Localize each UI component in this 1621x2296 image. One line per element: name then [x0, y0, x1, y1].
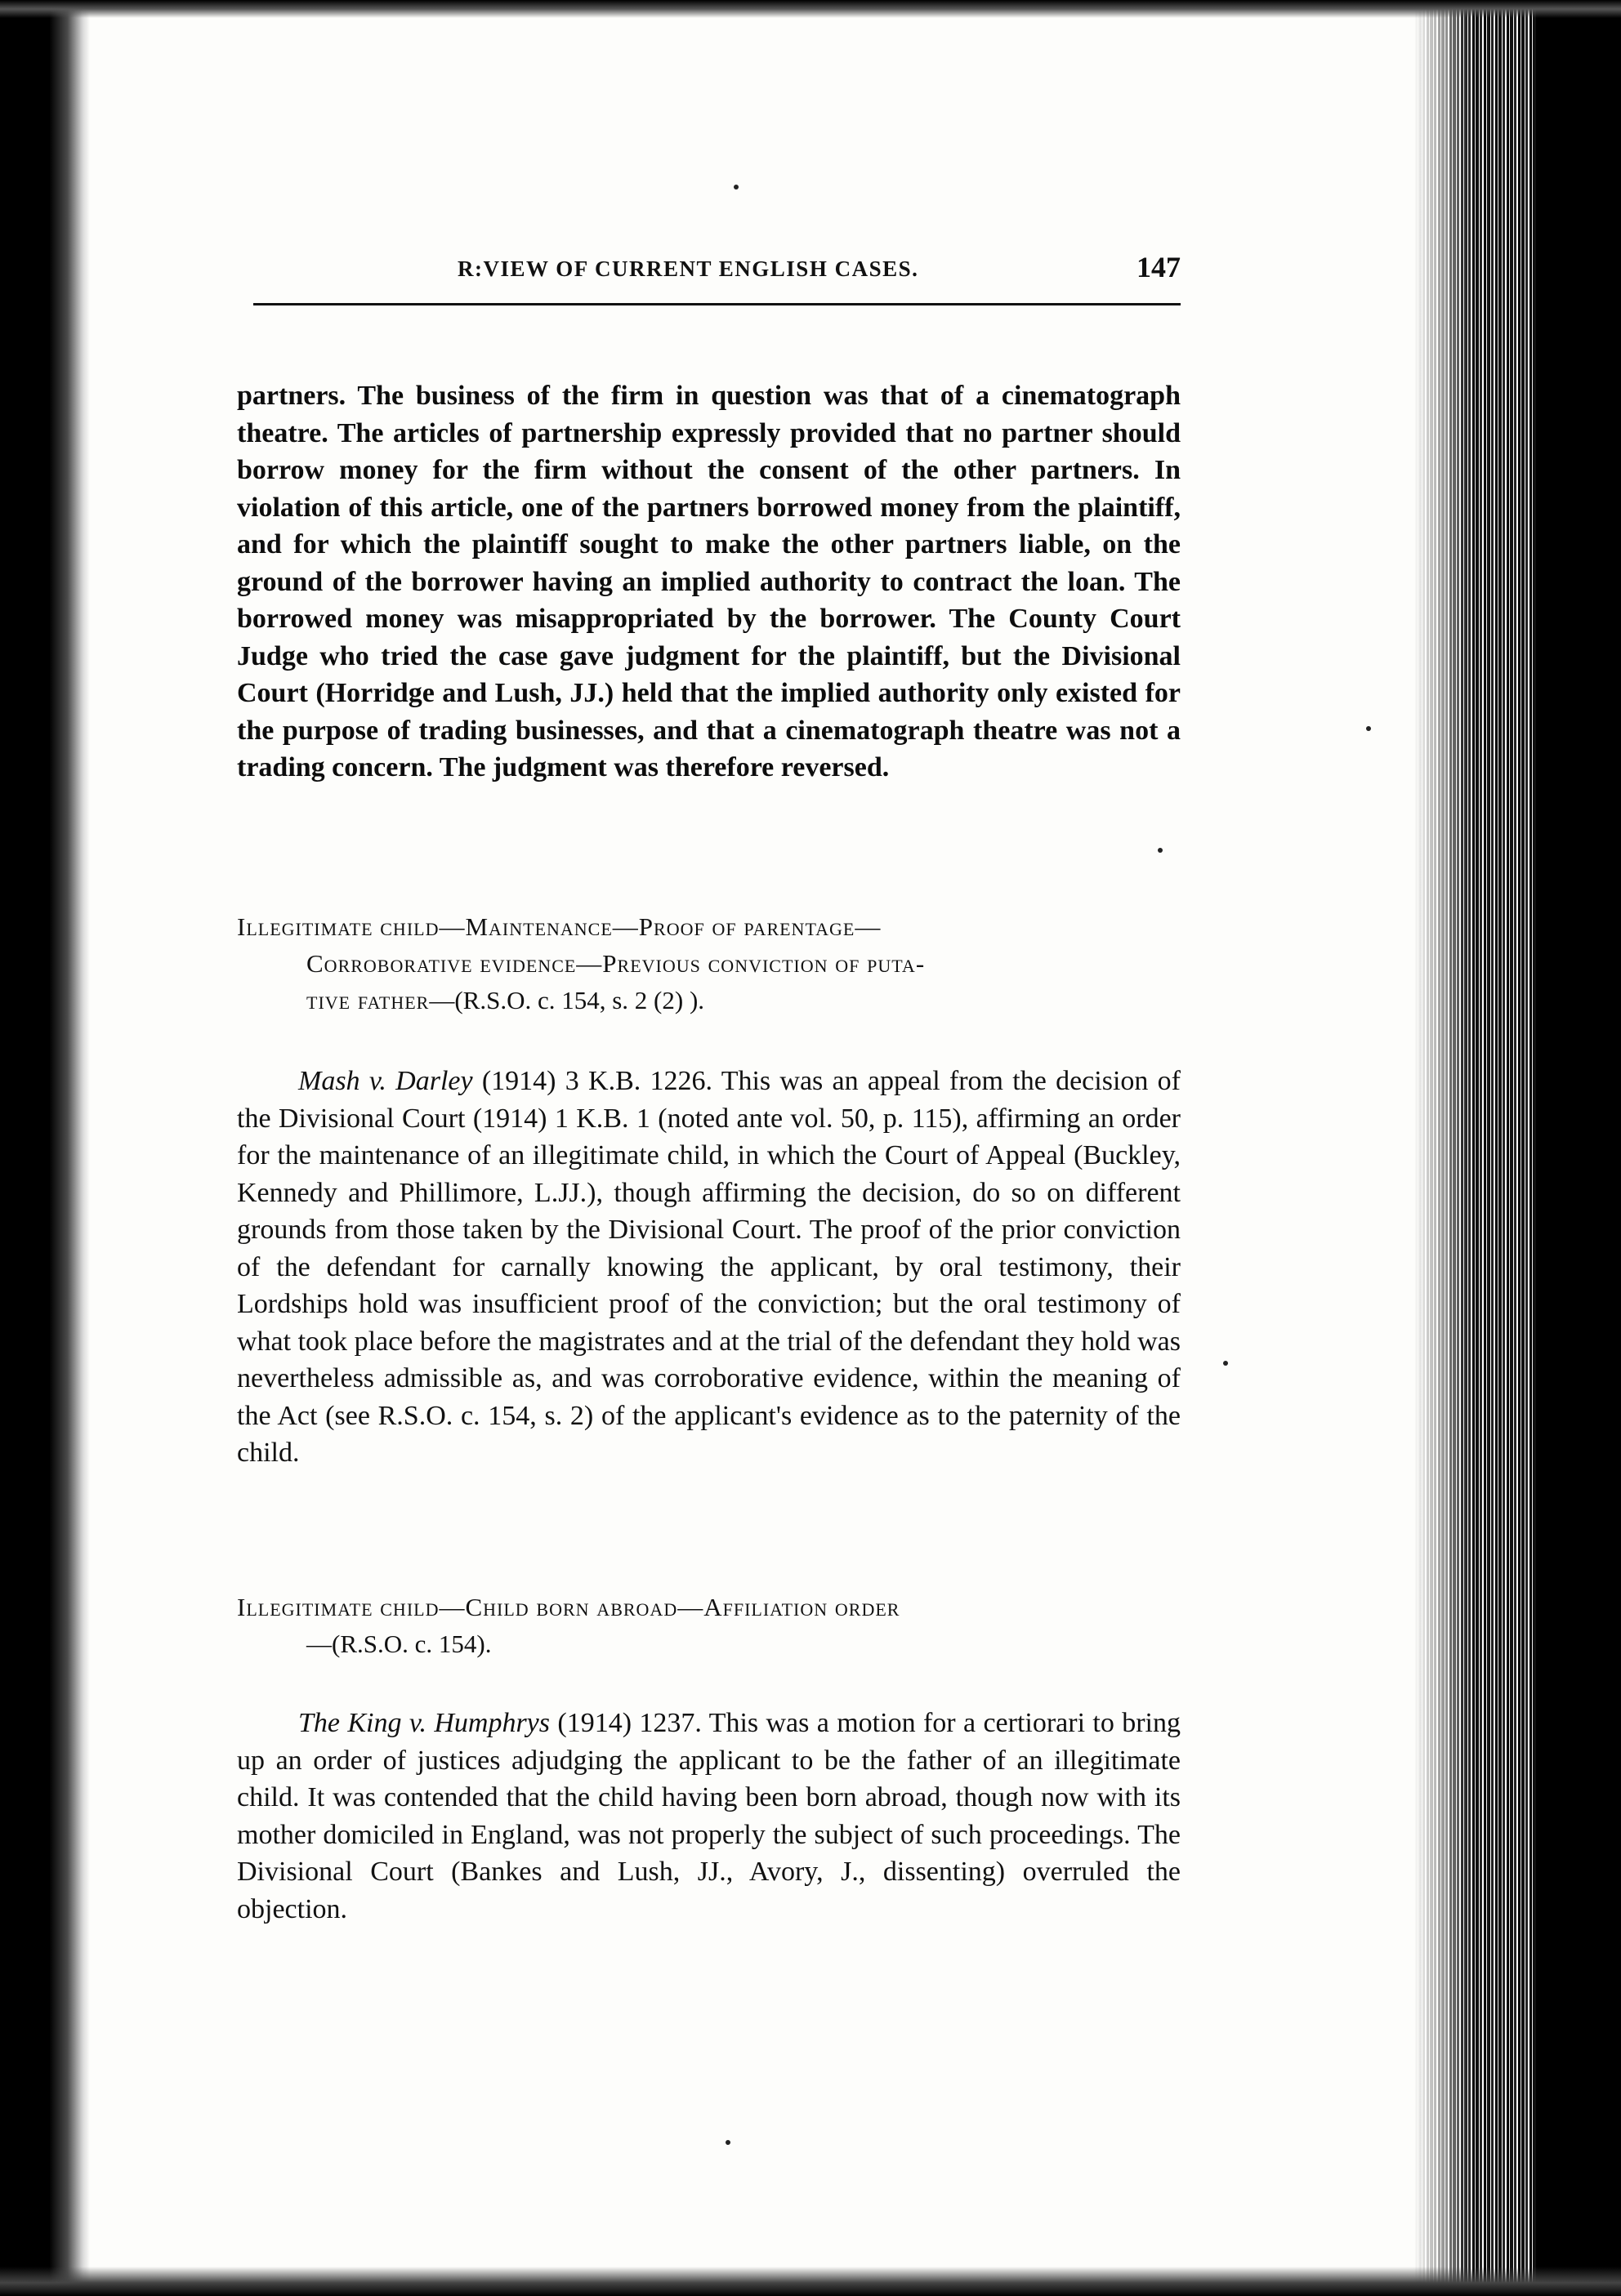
- top-shadow: [0, 0, 1621, 18]
- heading-continuation: [237, 982, 1181, 1019]
- heading-line: tive father: [306, 986, 430, 1014]
- paragraph-partnership-case: partners. The business of the firm in question was that of a cinematograph theatre. The articles of partnership expressly provided that no partner should borrow money for the firm without the consent of the other partners. In violation of this article, one of the partners borrowed money from the plaintiff, and for which the plaintiff sought to make the other partners liable, on the ground of the borrower having an implied authority to contract the loan. The borrowed money was misappropriated by the borrower. The County Court Judge who tried the case gave judgment for the plaintiff, but the Divisional Court (Horridge and Lush, JJ.) held that the implied authority only existed for the purpose of trading businesses, and that a cinematograph theatre was not a trading concern. The judgment was therefore reversed.: [237, 381, 1181, 782]
- header-rule: [253, 303, 1181, 305]
- page-edge-dark: [1536, 0, 1621, 2296]
- section-heading-affiliation: [237, 1589, 1181, 1662]
- bottom-shadow: [0, 2267, 1621, 2296]
- case-name: The King v. Humphrys: [298, 1708, 550, 1738]
- paragraph-king-v-humphrys: [237, 1705, 1181, 1928]
- running-head: [253, 250, 1181, 291]
- page-edge-fade: [1413, 0, 1471, 2296]
- heading-line: Corroborative evidence—Previous conviction of puta-: [306, 949, 926, 978]
- heading-continuation: [237, 1625, 1181, 1662]
- heading-citation: —(R.S.O. c. 154).: [306, 1629, 492, 1658]
- heading-line: Illegitimate child—Child born abroad—Affiliation order: [237, 1593, 900, 1621]
- page-stack-edge: [1413, 0, 1621, 2296]
- case-body: (1914) 1237. This was a motion for a certiorari to bring up an order of justices adjudging the applicant to be the father of an illegitimate child. It was contended that the child having been born abroad, though now with its mother domiciled in England, was not properly the subject of such proceedings. The Divisional Court (Bankes and Lush, JJ., Avory, J., dissenting) overruled the objection.: [237, 1708, 1181, 1924]
- section-heading-maintenance: [237, 908, 1181, 1019]
- running-title: R:VIEW OF CURRENT ENGLISH CASES.: [458, 256, 919, 281]
- heading-continuation: [237, 945, 1181, 982]
- ink-speck: [1366, 726, 1371, 731]
- page-number: 147: [1136, 251, 1181, 283]
- ink-speck: [734, 185, 739, 189]
- ink-speck: [1223, 1361, 1228, 1366]
- paragraph-mash-v-darley: [237, 1063, 1181, 1472]
- heading-line: Illegitimate child—Maintenance—Proof of parentage—: [237, 912, 882, 941]
- ink-speck: [726, 2140, 730, 2145]
- binding-shadow-left: [0, 0, 90, 2296]
- case-body: (1914) 3 K.B. 1226. This was an appeal from the decision of the Divisional Court (1914) 1 K.B. 1 (noted ante vol. 50, p. 115), affirming an order for the maintenance of an illegitimate child, in which the Court of Appeal (Buckley, Kennedy and Phillimore, L.JJ.), though affirming the decision, do so on different grounds from those taken by the Divisional Court. The proof of the prior conviction of the defendant for carnally knowing the applicant, by oral testimony, their Lordships hold was insufficient proof of the conviction; but the oral testimony of what took place before the magistrates and at the trial of the defendant they hold was nevertheless admissible as, and was corroborative evidence, within the meaning of the Act (see R.S.O. c. 154, s. 2) of the applicant's evidence as to the paternity of the child.: [237, 1066, 1181, 1468]
- case-name: Mash v. Darley: [298, 1066, 473, 1096]
- heading-citation: —(R.S.O. c. 154, s. 2 (2) ).: [429, 986, 705, 1014]
- ink-speck: [1158, 848, 1163, 853]
